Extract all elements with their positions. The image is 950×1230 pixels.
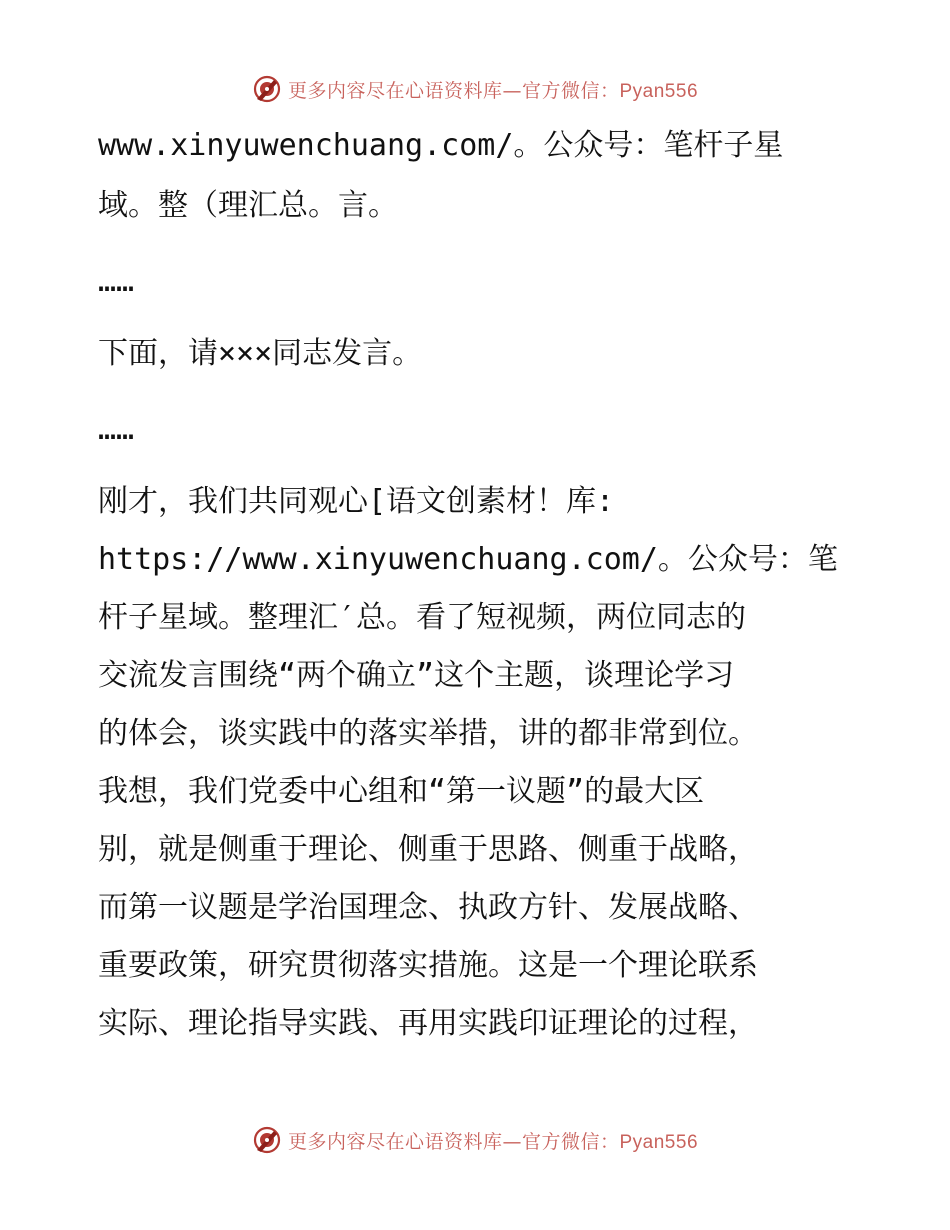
text-line: 我想，我们党委中心组和“第一议题”的最大区	[98, 774, 705, 809]
pen-logo-icon	[252, 74, 282, 104]
header-banner	[0, 71, 950, 107]
text-line: 实际、理论指导实践、再用实践印证理论的过程，	[98, 1006, 758, 1041]
wechat-id: Pyan556	[619, 1131, 699, 1153]
banner-text	[288, 76, 698, 103]
text-line: ……	[98, 264, 135, 299]
text-line: 交流发言围绕“两个确立”这个主题，谈理论学习	[98, 658, 735, 693]
text-line: 的体会，谈实践中的落实举措，讲的都非常到位。	[98, 716, 758, 751]
document-body	[98, 126, 868, 1066]
text-line: 而第一议题是学治国理念、执政方针、发展战略、	[98, 890, 758, 925]
text-line: 下面，请×××同志发言。	[98, 336, 423, 371]
text-line: 域。整（理汇总。言。	[98, 188, 398, 223]
wechat-id: Pyan556	[619, 80, 699, 102]
text-line: 杆子星域。整理汇′总。看了短视频，两位同志的	[98, 600, 747, 635]
wechat-label: 官方微信：	[521, 1130, 620, 1153]
text-line: ……	[98, 412, 135, 447]
footer-banner	[0, 1122, 950, 1158]
banner-separator: —	[502, 79, 522, 102]
text-line: 重要政策，研究贯彻落实措施。这是一个理论联系	[98, 948, 758, 983]
text-line: 刚才，我们共同观心[语文创素材！库:	[98, 484, 615, 519]
text-line: www.xinyuwenchuang.com/。公众号：笔杆子星	[98, 128, 784, 163]
banner-text	[288, 1127, 698, 1154]
banner-separator: —	[502, 1130, 522, 1153]
wechat-label: 官方微信：	[521, 79, 620, 102]
text-line: https://www.xinyuwenchuang.com/。公众号：笔	[98, 542, 838, 577]
site-name: 更多内容尽在心语资料库	[287, 1130, 503, 1153]
pen-logo-icon	[252, 1125, 282, 1155]
site-name: 更多内容尽在心语资料库	[287, 79, 503, 102]
text-line: 别，就是侧重于理论、侧重于思路、侧重于战略，	[98, 832, 758, 867]
